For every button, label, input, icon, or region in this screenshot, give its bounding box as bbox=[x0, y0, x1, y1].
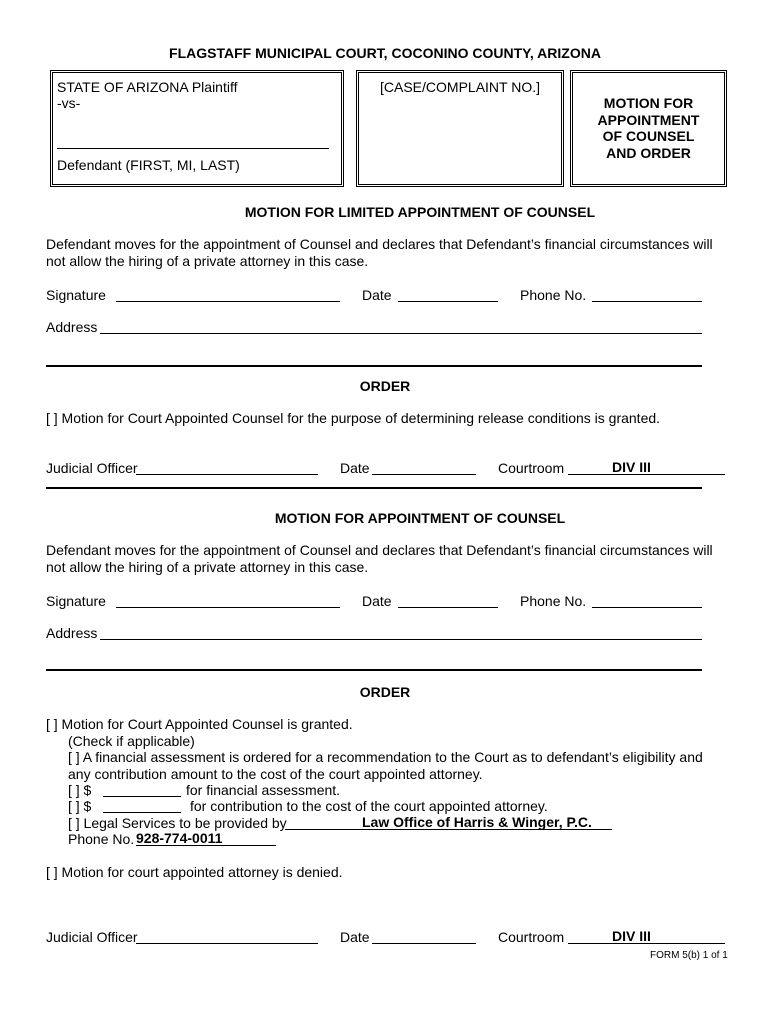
order1-judicial-officer-label: Judicial Officer bbox=[46, 460, 138, 476]
order2-title: ORDER bbox=[359, 684, 411, 700]
order2-assessment-checkbox[interactable]: [ ] A financial assessment is ordered for a recommendation to the Court as to defendant’s eligibility and bbox=[68, 749, 703, 765]
section1-date-label: Date bbox=[362, 287, 392, 303]
form-title bbox=[573, 95, 724, 161]
section-divider bbox=[46, 487, 702, 489]
section1-signature-field[interactable] bbox=[116, 301, 340, 302]
case-number-label: [CASE/COMPLAINT NO.] bbox=[380, 79, 540, 95]
section2-declaration bbox=[46, 542, 722, 576]
order1-date-field[interactable] bbox=[372, 474, 476, 475]
section1-address-label: Address bbox=[46, 319, 98, 335]
order2-phone-label: Phone No. bbox=[68, 831, 135, 847]
order2-legal-services-value: Law Office of Harris & Winger, P.C. bbox=[362, 814, 592, 830]
order1-title: ORDER bbox=[359, 378, 411, 394]
order2-courtroom-label: Courtroom bbox=[498, 929, 565, 945]
order1-courtroom-field[interactable] bbox=[568, 459, 725, 475]
order1-release-checkbox[interactable]: [ ] Motion for Court Appointed Counsel for the purpose of determining release conditions is granted. bbox=[46, 410, 661, 426]
section2-date-label: Date bbox=[362, 593, 392, 609]
form-title-line: APPOINTMENT bbox=[597, 111, 700, 128]
section1-signature-label: Signature bbox=[46, 287, 106, 303]
section1-declaration bbox=[46, 236, 722, 270]
form-title-line: OF COUNSEL bbox=[602, 128, 695, 144]
section1-date-field[interactable] bbox=[398, 301, 498, 302]
section2-signature-field[interactable] bbox=[116, 607, 340, 608]
section1-address-field[interactable] bbox=[100, 333, 702, 334]
form-title-box bbox=[570, 70, 727, 187]
order2-fee2-checkbox[interactable]: [ ] $ bbox=[68, 798, 92, 814]
section2-date-field[interactable] bbox=[398, 607, 498, 608]
defendant-name-line[interactable] bbox=[57, 148, 329, 149]
order2-date-field[interactable] bbox=[372, 943, 476, 944]
vs-label: -vs- bbox=[57, 95, 81, 111]
order1-judicial-officer-field[interactable] bbox=[136, 474, 318, 475]
section2-phone-field[interactable] bbox=[592, 607, 702, 608]
section1-title: MOTION FOR LIMITED APPOINTMENT OF COUNSEL bbox=[244, 204, 596, 220]
section2-address-line2[interactable] bbox=[46, 669, 702, 671]
order2-legal-services-checkbox[interactable]: [ ] Legal Services to be provided by bbox=[68, 815, 287, 831]
order2-fee2-amount-field[interactable] bbox=[103, 812, 181, 813]
order2-fee1-checkbox[interactable]: [ ] $ bbox=[68, 782, 92, 798]
section1-address-line2[interactable] bbox=[46, 365, 702, 367]
order2-courtroom-value: DIV III bbox=[612, 928, 651, 944]
order2-legal-services-field[interactable] bbox=[285, 814, 612, 830]
defendant-label: Defendant (FIRST, MI, LAST) bbox=[57, 157, 240, 173]
section1-text-line: Defendant moves for the appointment of Counsel and declares that Defendant’s financial circumstances will bbox=[46, 236, 713, 252]
order2-fee1-amount-field[interactable] bbox=[103, 796, 181, 797]
order2-denied-checkbox[interactable]: [ ] Motion for court appointed attorney is denied. bbox=[46, 864, 343, 880]
order1-courtroom-label: Courtroom bbox=[498, 460, 565, 476]
section1-text-line: not allow the hiring of a private attorney in this case. bbox=[46, 253, 369, 269]
section1-phone-label: Phone No. bbox=[520, 287, 587, 303]
form-title-line: MOTION FOR bbox=[603, 95, 694, 111]
plaintiff-label: STATE OF ARIZONA Plaintiff bbox=[57, 79, 238, 95]
order2-judicial-officer-label: Judicial Officer bbox=[46, 929, 138, 945]
party-caption-box bbox=[50, 70, 344, 187]
order2-fee2-text: for contribution to the cost of the court appointed attorney. bbox=[190, 798, 548, 814]
section1-phone-field[interactable] bbox=[592, 301, 702, 302]
section2-signature-label: Signature bbox=[46, 593, 106, 609]
order2-phone-field[interactable] bbox=[136, 830, 276, 846]
order2-granted-checkbox[interactable]: [ ] Motion for Court Appointed Counsel is granted. bbox=[46, 716, 353, 732]
order2-phone-value: 928-774-0011 bbox=[136, 830, 223, 846]
order1-courtroom-value: DIV III bbox=[612, 459, 651, 475]
order2-check-if-applicable: (Check if applicable) bbox=[68, 733, 195, 749]
order2-courtroom-field[interactable] bbox=[568, 928, 725, 944]
order2-judicial-officer-field[interactable] bbox=[136, 943, 318, 944]
order2-date-label: Date bbox=[340, 929, 370, 945]
section2-title: MOTION FOR APPOINTMENT OF COUNSEL bbox=[274, 510, 566, 526]
court-title: FLAGSTAFF MUNICIPAL COURT, COCONINO COUNTY, ARIZONA bbox=[169, 45, 601, 61]
order1-date-label: Date bbox=[340, 460, 370, 476]
case-number-box[interactable] bbox=[356, 70, 564, 187]
form-title-line: AND ORDER bbox=[606, 144, 691, 161]
section2-phone-label: Phone No. bbox=[520, 593, 587, 609]
order2-assessment-text: any contribution amount to the cost of the court appointed attorney. bbox=[68, 766, 483, 782]
section2-address-field[interactable] bbox=[100, 639, 702, 640]
section2-address-label: Address bbox=[46, 625, 98, 641]
form-id: FORM 5(b) 1 of 1 bbox=[650, 950, 728, 961]
section2-text-line: not allow the hiring of a private attorney in this case. bbox=[46, 559, 369, 575]
order2-fee1-text: for financial assessment. bbox=[186, 782, 341, 798]
section2-text-line: Defendant moves for the appointment of Counsel and declares that Defendant’s financial circumstances will bbox=[46, 542, 713, 558]
